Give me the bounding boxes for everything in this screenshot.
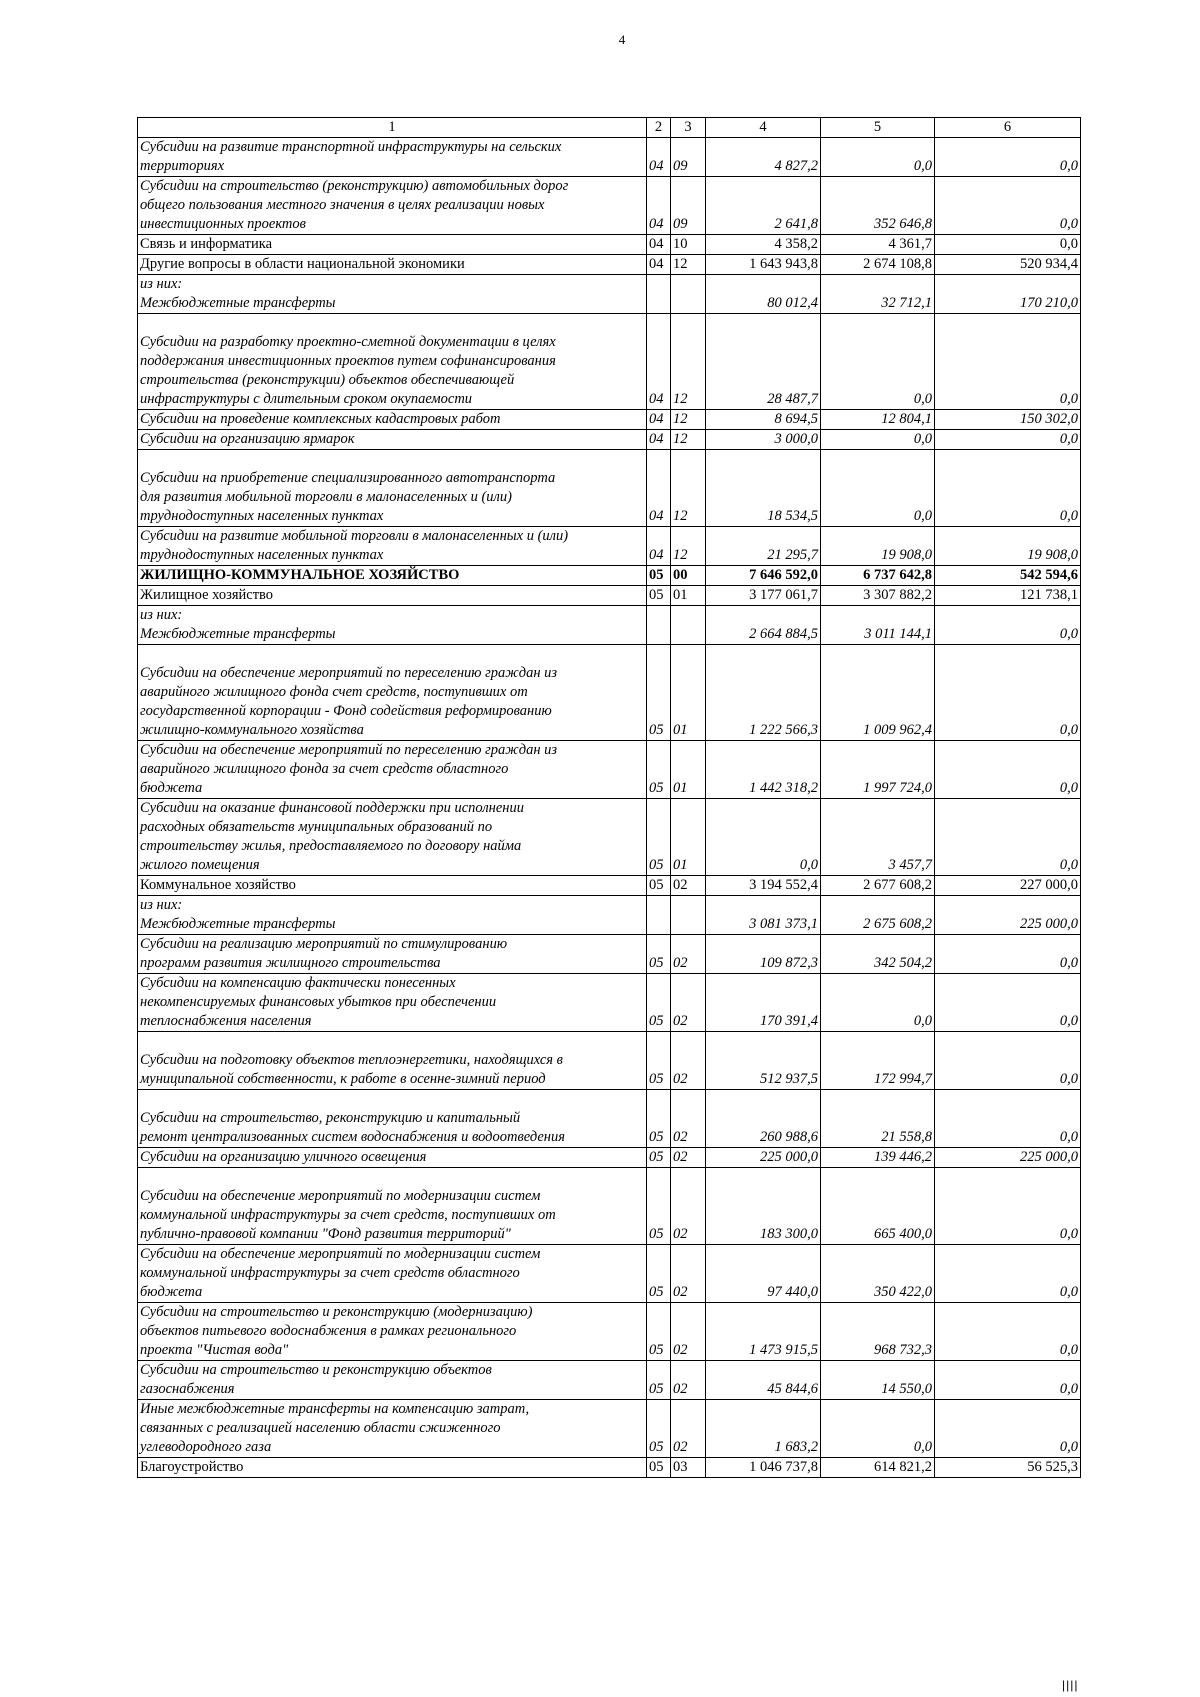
table-row [138,138,1081,177]
value-col6-cell: 170 210,0 [935,275,1081,314]
row-name-cell: Субсидии на строительство (реконструкцию) автомобильных дорог общего пользования местного значения в целях реализации новых инвестиционных проектов [138,177,647,235]
value-col6-cell: 150 302,0 [935,410,1081,430]
value-col5-cell: 14 550,0 [821,1361,935,1400]
section-code-cell: 05 [647,799,671,876]
section-code-cell: 05 [647,1458,671,1478]
section-code-cell: 05 [647,1245,671,1303]
row-name-cell: Благоустройство [138,1458,647,1478]
section-code-cell: 05 [647,586,671,606]
budget-table [137,117,1081,1478]
row-name-cell: Субсидии на обеспечение мероприятий по переселению граждан из аварийного жилищного фонда за счет средств областного бюджета [138,741,647,799]
value-col5-cell: 2 674 108,8 [821,255,935,275]
table-row [138,566,1081,586]
row-name-cell: Субсидии на проведение комплексных кадастровых работ [138,410,647,430]
section-code-cell: 05 [647,1168,671,1245]
row-name-cell: Субсидии на реализацию мероприятий по стимулированию программ развития жилищного строительства [138,935,647,974]
value-col5-cell: 3 307 882,2 [821,586,935,606]
value-col4-cell: 183 300,0 [706,1168,821,1245]
value-col5-cell: 0,0 [821,450,935,527]
value-col5-cell: 0,0 [821,314,935,410]
value-col5-cell: 0,0 [821,974,935,1032]
row-name-cell: из них: Межбюджетные трансферты [138,606,647,645]
subsection-code-cell: 01 [671,741,706,799]
subsection-code-cell [671,275,706,314]
value-col5-cell: 3 011 144,1 [821,606,935,645]
subsection-code-cell: 01 [671,586,706,606]
value-col4-cell: 512 937,5 [706,1032,821,1090]
value-col4-cell: 1 442 318,2 [706,741,821,799]
value-col5-cell: 139 446,2 [821,1148,935,1168]
value-col5-cell: 3 457,7 [821,799,935,876]
subsection-code-cell: 12 [671,450,706,527]
table-row [138,1090,1081,1148]
table-row [138,314,1081,410]
value-col4-cell: 28 487,7 [706,314,821,410]
subsection-code-cell: 02 [671,1303,706,1361]
value-col4-cell: 7 646 592,0 [706,566,821,586]
value-col6-cell: 225 000,0 [935,896,1081,935]
row-name-cell: Субсидии на организацию ярмарок [138,430,647,450]
table-row [138,235,1081,255]
subsection-code-cell: 12 [671,314,706,410]
subsection-code-cell: 02 [671,1168,706,1245]
subsection-code-cell: 00 [671,566,706,586]
value-col4-cell: 1 683,2 [706,1400,821,1458]
table-row [138,1245,1081,1303]
value-col5-cell: 0,0 [821,1400,935,1458]
row-name-cell: Субсидии на обеспечение мероприятий по модернизации систем коммунальной инфраструктуры за счет средств, поступивших от публично-правовой компании "Фонд развития территорий" [138,1168,647,1245]
row-name-cell: Субсидии на компенсацию фактически понесенных некомпенсируемых финансовых убытков при обеспечении теплоснабжения населения [138,974,647,1032]
section-code-cell: 04 [647,255,671,275]
table-row [138,1168,1081,1245]
table-row [138,1400,1081,1458]
table-row [138,974,1081,1032]
row-name-cell: Субсидии на строительство и реконструкцию объектов газоснабжения [138,1361,647,1400]
subsection-code-cell: 02 [671,1032,706,1090]
subsection-code-cell: 09 [671,138,706,177]
value-col6-cell: 0,0 [935,430,1081,450]
value-col6-cell: 121 738,1 [935,586,1081,606]
table-row [138,177,1081,235]
value-col4-cell: 4 827,2 [706,138,821,177]
value-col6-cell: 0,0 [935,799,1081,876]
subsection-code-cell: 02 [671,1148,706,1168]
value-col4-cell: 1 222 566,3 [706,645,821,741]
table-row [138,527,1081,566]
value-col6-cell: 19 908,0 [935,527,1081,566]
row-name-cell: Субсидии на подготовку объектов теплоэнергетики, находящихся в муниципальной собственности, к работе в осенне-зимний период [138,1032,647,1090]
value-col5-cell: 1 009 962,4 [821,645,935,741]
section-code-cell: 04 [647,138,671,177]
section-code-cell: 04 [647,410,671,430]
value-col6-cell: 0,0 [935,1361,1081,1400]
value-col6-cell: 0,0 [935,235,1081,255]
header-cell-6: 6 [935,118,1081,138]
value-col6-cell: 0,0 [935,1400,1081,1458]
table-row [138,1303,1081,1361]
subsection-code-cell: 12 [671,527,706,566]
section-code-cell: 05 [647,1090,671,1148]
section-code-cell: 05 [647,876,671,896]
table-row [138,935,1081,974]
row-name-cell: Субсидии на обеспечение мероприятий по модернизации систем коммунальной инфраструктуры за счет средств областного бюджета [138,1245,647,1303]
section-code-cell: 05 [647,974,671,1032]
table-row [138,275,1081,314]
value-col4-cell: 3 081 373,1 [706,896,821,935]
table-row [138,606,1081,645]
header-cell-2: 2 [647,118,671,138]
subsection-code-cell: 01 [671,645,706,741]
row-name-cell: Субсидии на оказание финансовой поддержки при исполнении расходных обязательств муниципальных образований по строительству жилья, предоставляемого по договору найма жилого помещения [138,799,647,876]
value-col5-cell: 172 994,7 [821,1032,935,1090]
value-col4-cell: 109 872,3 [706,935,821,974]
subsection-code-cell: 12 [671,255,706,275]
subsection-code-cell: 02 [671,974,706,1032]
value-col4-cell: 1 473 915,5 [706,1303,821,1361]
row-name-cell: Субсидии на развитие мобильной торговли в малонаселенных и (или) труднодоступных населенных пунктах [138,527,647,566]
value-col4-cell: 1 046 737,8 [706,1458,821,1478]
section-code-cell: 04 [647,235,671,255]
header-cell-4: 4 [706,118,821,138]
section-code-cell: 05 [647,645,671,741]
table-row [138,450,1081,527]
table-row [138,1032,1081,1090]
subsection-code-cell: 02 [671,876,706,896]
header-cell-5: 5 [821,118,935,138]
scan-marks: |||| [1062,1678,1079,1692]
section-code-cell: 04 [647,430,671,450]
value-col4-cell: 45 844,6 [706,1361,821,1400]
value-col4-cell: 0,0 [706,799,821,876]
table-row [138,1361,1081,1400]
row-name-cell: Другие вопросы в области национальной экономики [138,255,647,275]
value-col6-cell: 0,0 [935,1090,1081,1148]
value-col4-cell: 260 988,6 [706,1090,821,1148]
row-name-cell: Субсидии на организацию уличного освещения [138,1148,647,1168]
subsection-code-cell: 02 [671,935,706,974]
header-row [138,118,1081,138]
value-col4-cell: 3 194 552,4 [706,876,821,896]
row-name-cell: Субсидии на обеспечение мероприятий по переселению граждан из аварийного жилищного фонда счет средств, поступивших от государственной корпорации - Фонд содействия реформированию жилищно-коммунального хозяйства [138,645,647,741]
subsection-code-cell: 12 [671,430,706,450]
value-col5-cell: 2 677 608,2 [821,876,935,896]
subsection-code-cell: 02 [671,1090,706,1148]
value-col6-cell: 0,0 [935,935,1081,974]
section-code-cell: 05 [647,1032,671,1090]
value-col5-cell: 12 804,1 [821,410,935,430]
row-name-cell: из них: Межбюджетные трансферты [138,896,647,935]
subsection-code-cell: 12 [671,410,706,430]
value-col6-cell: 0,0 [935,974,1081,1032]
value-col4-cell: 170 391,4 [706,974,821,1032]
row-name-cell: Субсидии на разработку проектно-сметной документации в целях поддержания инвестиционных проектов путем софинансирования строительства (реконструкции) объектов обеспечивающей инфраструктуры с длительным сроком окупаемости [138,314,647,410]
row-name-cell: Субсидии на строительство и реконструкцию (модернизацию) объектов питьевого водоснабжения в рамках регионального проекта "Чистая вода" [138,1303,647,1361]
value-col5-cell: 21 558,8 [821,1090,935,1148]
value-col5-cell: 968 732,3 [821,1303,935,1361]
value-col6-cell: 0,0 [935,1245,1081,1303]
row-name-cell: Субсидии на развитие транспортной инфраструктуры на сельских территориях [138,138,647,177]
table-row [138,896,1081,935]
value-col5-cell: 0,0 [821,430,935,450]
value-col5-cell: 19 908,0 [821,527,935,566]
table-row [138,255,1081,275]
row-name-cell: из них: Межбюджетные трансферты [138,275,647,314]
section-code-cell: 05 [647,1303,671,1361]
subsection-code-cell: 10 [671,235,706,255]
value-col6-cell: 520 934,4 [935,255,1081,275]
table-row [138,430,1081,450]
value-col5-cell: 0,0 [821,138,935,177]
section-code-cell: 05 [647,1361,671,1400]
table-row [138,799,1081,876]
table-row [138,741,1081,799]
row-name-cell: Субсидии на строительство, реконструкцию и капитальный ремонт централизованных систем водоснабжения и водоотведения [138,1090,647,1148]
value-col6-cell: 0,0 [935,606,1081,645]
value-col4-cell: 97 440,0 [706,1245,821,1303]
subsection-code-cell [671,606,706,645]
subsection-code-cell: 02 [671,1245,706,1303]
section-code-cell: 04 [647,314,671,410]
value-col4-cell: 3 177 061,7 [706,586,821,606]
table-row [138,410,1081,430]
value-col6-cell: 0,0 [935,1032,1081,1090]
value-col6-cell: 0,0 [935,1303,1081,1361]
table-row [138,1148,1081,1168]
table-row [138,645,1081,741]
value-col5-cell: 2 675 608,2 [821,896,935,935]
row-name-cell: Связь и информатика [138,235,647,255]
table-row [138,876,1081,896]
section-code-cell: 05 [647,741,671,799]
section-code-cell: 05 [647,1148,671,1168]
subsection-code-cell: 03 [671,1458,706,1478]
value-col4-cell: 1 643 943,8 [706,255,821,275]
row-name-cell: Иные межбюджетные трансферты на компенсацию затрат, связанных с реализацией населению области сжиженного углеводородного газа [138,1400,647,1458]
value-col5-cell: 1 997 724,0 [821,741,935,799]
value-col6-cell: 225 000,0 [935,1148,1081,1168]
value-col6-cell: 0,0 [935,177,1081,235]
value-col6-cell: 0,0 [935,138,1081,177]
value-col4-cell: 21 295,7 [706,527,821,566]
section-code-cell: 05 [647,1400,671,1458]
value-col5-cell: 32 712,1 [821,275,935,314]
section-code-cell: 04 [647,527,671,566]
value-col6-cell: 0,0 [935,1168,1081,1245]
value-col5-cell: 342 504,2 [821,935,935,974]
value-col5-cell: 352 646,8 [821,177,935,235]
value-col4-cell: 8 694,5 [706,410,821,430]
value-col4-cell: 18 534,5 [706,450,821,527]
subsection-code-cell: 02 [671,1400,706,1458]
value-col5-cell: 665 400,0 [821,1168,935,1245]
subsection-code-cell: 09 [671,177,706,235]
row-name-cell: ЖИЛИЩНО-КОММУНАЛЬНОЕ ХОЗЯЙСТВО [138,566,647,586]
value-col5-cell: 614 821,2 [821,1458,935,1478]
section-code-cell: 04 [647,450,671,527]
header-cell-3: 3 [671,118,706,138]
value-col6-cell: 0,0 [935,314,1081,410]
value-col6-cell: 0,0 [935,450,1081,527]
section-code-cell: 05 [647,566,671,586]
value-col6-cell: 0,0 [935,645,1081,741]
value-col6-cell: 227 000,0 [935,876,1081,896]
value-col6-cell: 0,0 [935,741,1081,799]
value-col4-cell: 80 012,4 [706,275,821,314]
page-number: 4 [618,32,626,47]
value-col5-cell: 6 737 642,8 [821,566,935,586]
subsection-code-cell: 02 [671,1361,706,1400]
section-code-cell [647,896,671,935]
value-col4-cell: 2 664 884,5 [706,606,821,645]
header-cell-1: 1 [138,118,647,138]
table-row [138,1458,1081,1478]
value-col4-cell: 2 641,8 [706,177,821,235]
row-name-cell: Субсидии на приобретение специализированного автотранспорта для развития мобильной торговли в малонаселенных и (или) труднодоступных населенных пунктах [138,450,647,527]
section-code-cell [647,275,671,314]
table-row [138,586,1081,606]
value-col6-cell: 542 594,6 [935,566,1081,586]
value-col5-cell: 350 422,0 [821,1245,935,1303]
section-code-cell: 05 [647,935,671,974]
value-col4-cell: 225 000,0 [706,1148,821,1168]
value-col4-cell: 3 000,0 [706,430,821,450]
section-code-cell: 04 [647,177,671,235]
row-name-cell: Жилищное хозяйство [138,586,647,606]
value-col6-cell: 56 525,3 [935,1458,1081,1478]
subsection-code-cell [671,896,706,935]
subsection-code-cell: 01 [671,799,706,876]
row-name-cell: Коммунальное хозяйство [138,876,647,896]
section-code-cell [647,606,671,645]
value-col5-cell: 4 361,7 [821,235,935,255]
value-col4-cell: 4 358,2 [706,235,821,255]
